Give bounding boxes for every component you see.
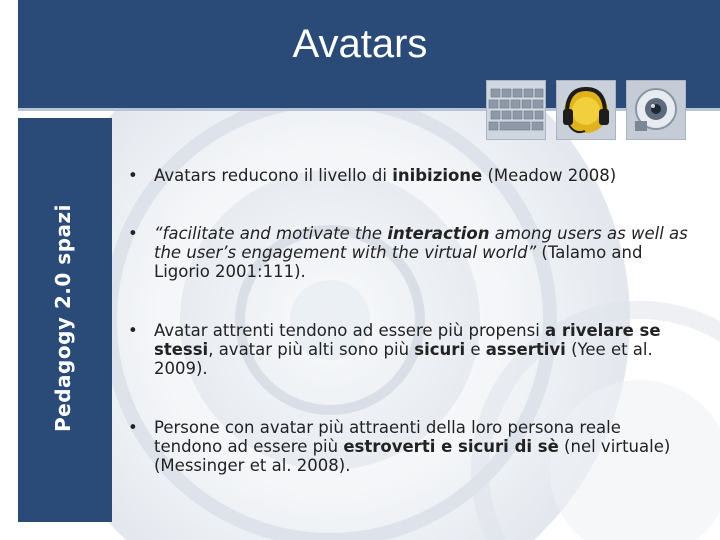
bullet-dot: • (128, 418, 138, 437)
sidebar-label: Pedagogy 2.0 spazi (51, 204, 75, 433)
bullet-text: Avatar attrenti tendono ad essere più propensi a rivelare se stessi, avatar più alti sono più sicuri e assertivi (Yee et al. 2009). (154, 321, 661, 378)
headset-image (556, 80, 616, 140)
bullet-item (128, 321, 688, 378)
slide-title: Avatars (292, 22, 428, 66)
bullet-dot: • (128, 321, 138, 340)
bullet-list (128, 160, 688, 475)
bullet-item (128, 224, 688, 281)
headset-icon (557, 81, 615, 139)
webcam-icon (627, 81, 685, 139)
keyboard-icon (487, 81, 545, 139)
bullet-item (128, 166, 688, 185)
bullet-text: Persone con avatar più attraenti della loro persona reale tendono ad essere più estroverti e sicuri di sè (nel virtuale) (Messinger et al. 2008). (154, 418, 671, 475)
bullet-text: Avatars reducono il livello di inibizione (Meadow 2008) (154, 166, 617, 185)
bullet-dot: • (128, 166, 138, 185)
bullet-item (128, 418, 688, 475)
bullet-text: “facilitate and motivate the interaction among users as well as the user’s engagement with the virtual world” (Talamo and Ligorio 2001:111). (154, 224, 688, 281)
bullet-dot: • (128, 224, 138, 243)
webcam-image (626, 80, 686, 140)
keyboard-image (486, 80, 546, 140)
